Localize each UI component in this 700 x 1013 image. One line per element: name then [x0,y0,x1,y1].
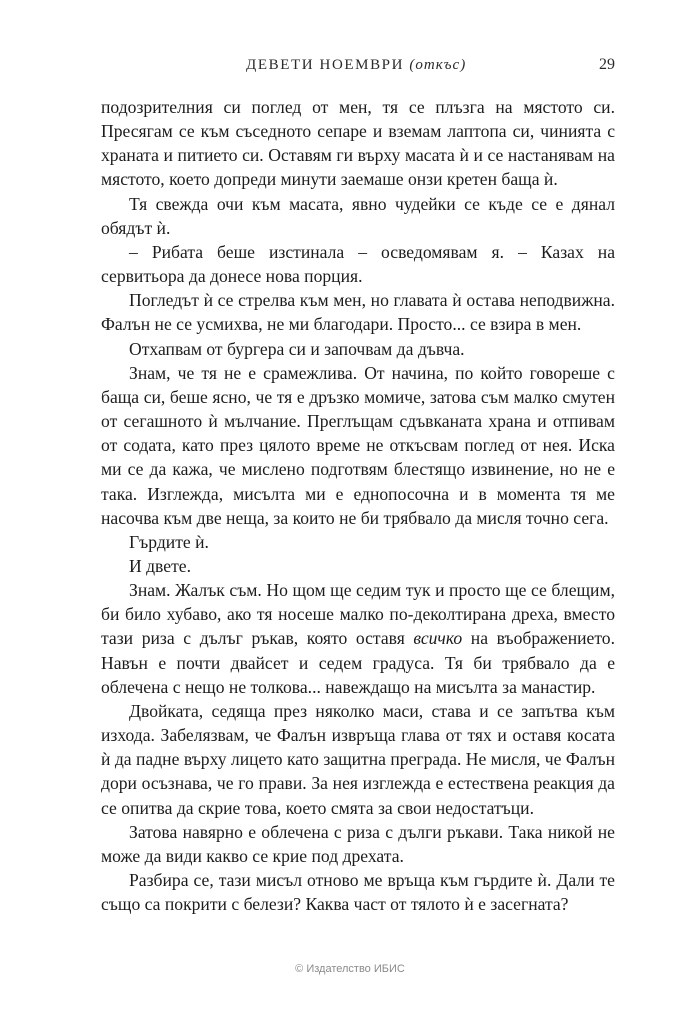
paragraph: Отхапвам от бургера си и започвам да дъвча. [129,338,465,359]
paragraph: Погледът ѝ се стрелва към мен, но главата ѝ остава неподвижна. Фалън не се усмихва, не ми благодари. Просто... се взира в мен. [101,290,615,335]
emphasized-word: всичко [413,628,463,649]
paragraph: Знам, че тя не е срамежлива. От начина, по който говореше с баща си, беше ясно, че тя е дръзко момиче, затова съм малко смутен от сегашното ѝ мълчание. Преглъщам сдъвканата храна и отпивам от содата, като през цялото време не откъсвам поглед от нея. Иска ми се да кажа, че мислено подготвям блестящо извинение, но не е така. Изглежда, мисълта ми е еднопосочна и в момента тя ме насочва към две неща, за които не би трябвало да мисля точно сега. [101,362,615,528]
paragraph-text: на въображението. Навън е почти двайсет и седем градуса. Тя би трябвало да е облечена с нещо не толкова... навеждащо на мисълта за манастир. [101,628,615,697]
paragraph [101,578,615,699]
running-head [246,57,466,74]
book-subtitle: (откъс) [409,57,467,73]
paragraph: – Рибата беше изстинала – осведомявам я. – Казах на сервитьора да донесе нова порция. [101,241,615,287]
paragraph: Затова навярно е облечена с риза с дълги ръкави. Така никой не може да види какво се крие под дрехата. [101,821,615,866]
paragraph: подозрителния си поглед от мен, тя се плъзга на мястото си. Пресягам се към съседното сепаре и вземам лаптопа си, чинията с храната и питието си. Оставям ги върху масата ѝ и се настанявам на мястото, което допреди минути заемаше онзи кретен баща ѝ. [101,97,615,190]
copyright-footer: © Издателство ИБИС [295,963,405,975]
book-title: ДЕВЕТИ НОЕМВРИ [246,57,405,73]
paragraph: Двойката, седяща през няколко маси, става и се запътва към изхода. Забелязвам, че Фалън извръща глава от тях и оставя косата ѝ да падне върху лицето като защитна преграда. Не мисля, че Фалън дори осъзнава, че го прави. За нея изглежда е естествена реакция да се опитва да скрие това, което смята за свои недостатъци. [101,700,615,818]
paragraph: Гърдите ѝ. [129,531,209,552]
paragraph: И двете. [129,555,191,576]
paragraph-text: Знам. Жалък съм. Но щом ще седим тук и просто ще се блещим, би било хубаво, ако тя носеше малко по-деколтирана дреха, вместо тази риза с дълъг ръкав, която оставя [101,580,615,649]
paragraph: Тя свежда очи към масата, явно чудейки се къде се е дянал обядът ѝ. [101,193,615,238]
page-number: 29 [599,56,615,73]
paragraph: Разбира се, тази мисъл отново ме връща към гърдите ѝ. Дали те също са покрити с белези? Каква част от тялото ѝ е засегната? [101,870,615,915]
body-text [101,95,615,916]
